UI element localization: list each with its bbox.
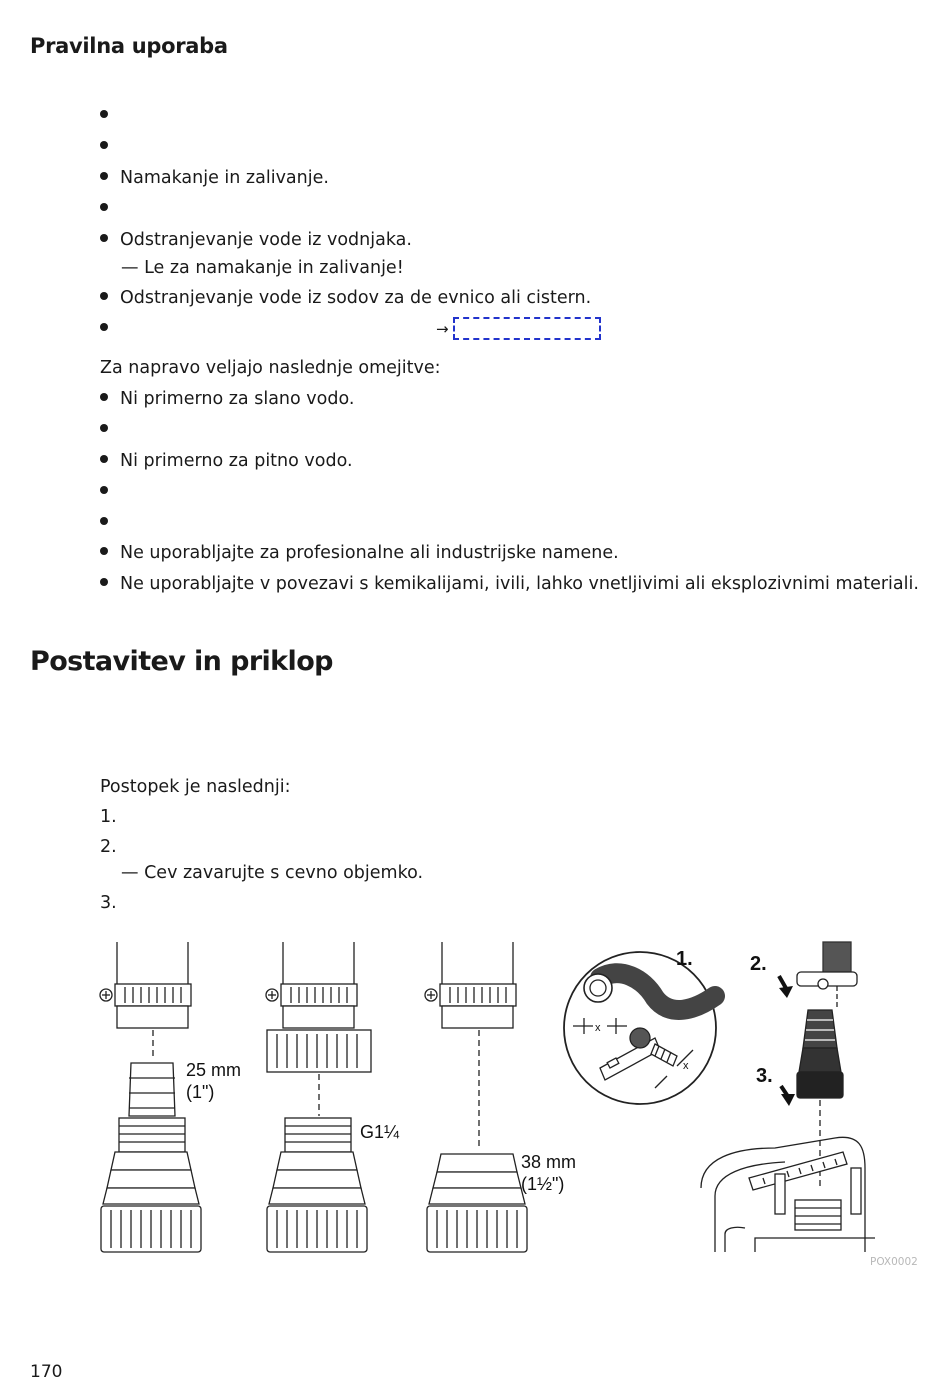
bullet-icon	[100, 323, 108, 331]
connector-38mm	[425, 942, 527, 1252]
label-x2: x	[683, 1060, 689, 1072]
step-2-marker: 2.	[750, 953, 767, 975]
step-3-marker: 3.	[756, 1065, 773, 1087]
bullet-icon	[100, 141, 108, 149]
bullet-icon	[100, 203, 108, 211]
connector-thread	[266, 942, 371, 1252]
use-item	[100, 105, 120, 127]
restriction-item: Ne uporabljajte za profesionalne ali industrijske namene.	[100, 542, 619, 564]
bullet-icon	[100, 234, 108, 242]
restriction-item	[100, 419, 120, 441]
page-number: 170	[30, 1362, 63, 1382]
label-25mm: 25 mm	[186, 1060, 242, 1080]
bullet-icon	[100, 455, 108, 463]
cutting-detail-circle	[564, 952, 716, 1104]
bullet-icon	[100, 424, 108, 432]
step-number: 1.	[100, 807, 117, 827]
step-number: 3.	[100, 893, 117, 913]
bullet-icon	[100, 172, 108, 180]
figure-code: POX0002	[870, 1256, 918, 1268]
restriction-item: Ni primerno za pitno vodo.	[100, 450, 353, 472]
reference-arrow: →	[436, 320, 449, 338]
hose-connection-figure	[95, 938, 875, 1256]
reference-link-box[interactable]	[453, 317, 601, 340]
restriction-item	[100, 512, 120, 534]
use-item	[100, 318, 120, 340]
use-item: Namakanje in zalivanje.	[100, 167, 329, 189]
use-item: Odstranjevanje vode iz sodov za de evnico ali cistern.	[100, 287, 591, 309]
bullet-icon	[100, 547, 108, 555]
bullet-icon	[100, 110, 108, 118]
use-item	[100, 136, 120, 158]
restriction-item	[100, 481, 120, 503]
bullet-icon	[100, 517, 108, 525]
step-number: 2.	[100, 837, 117, 857]
use-subnote: — Le za namakanje in zalivanje!	[121, 258, 404, 278]
label-38mm-inch: (1½")	[521, 1174, 565, 1194]
label-x1: x	[595, 1022, 601, 1034]
label-25mm-inch: (1")	[186, 1082, 215, 1102]
bullet-icon	[100, 393, 108, 401]
label-38mm: 38 mm	[521, 1152, 577, 1172]
procedure-intro: Postopek je naslednji:	[100, 777, 291, 797]
restriction-item: Ni primerno za slano vodo.	[100, 388, 354, 410]
use-item: Odstranjevanje vode iz vodnjaka.	[100, 229, 412, 251]
section-title-proper-use: Pravilna uporaba	[30, 34, 228, 58]
label-thread: G1¼	[360, 1122, 400, 1142]
restriction-item: Ne uporabljajte v povezavi s kemikalijami, ivili, lahko vnetljivimi ali eksplozivnimi materiali.	[100, 573, 919, 595]
use-item	[100, 198, 120, 220]
step2-subnote: — Cev zavarujte s cevno objemko.	[121, 863, 424, 883]
bullet-icon	[100, 578, 108, 586]
bullet-icon	[100, 292, 108, 300]
section-title-installation: Postavitev in priklop	[30, 646, 333, 677]
step-1-marker: 1.	[676, 948, 693, 970]
restrictions-intro: Za napravo veljajo naslednje omejitve:	[100, 358, 441, 378]
bullet-icon	[100, 486, 108, 494]
